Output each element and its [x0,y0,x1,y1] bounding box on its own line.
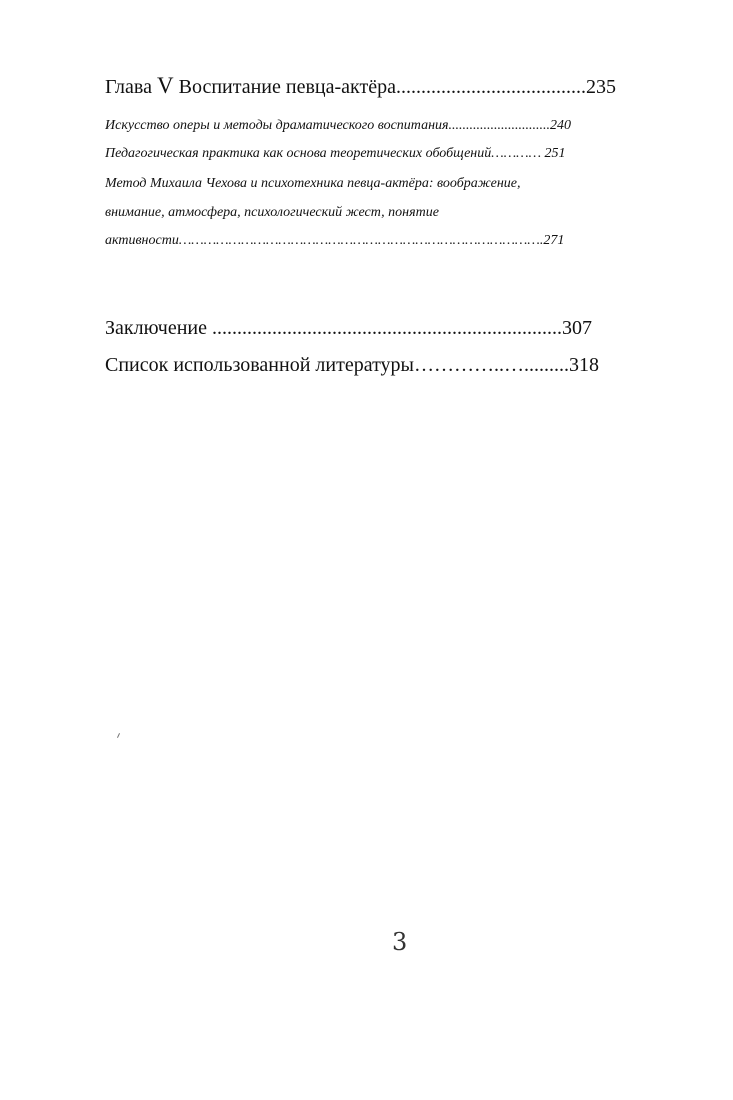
scan-speck [117,733,120,738]
toc-subsection: Педагогическая практика как основа теоретических обобщений………… 251 [105,146,566,161]
toc-entry-conclusion: Заключение ......................................................................307 [105,317,592,339]
chapter-title: Воспитание певца-актёра......................................235 [173,76,616,98]
toc-entry-bibliography: Список использованной литературы…………..….........318 [105,354,599,376]
toc-subsection: Искусство оперы и методы драматического воспитания.............................240 [105,118,572,133]
toc-chapter-5 [105,74,683,99]
toc-subsection: активности…………………………………………………………………………….271 [105,233,565,248]
chapter-prefix: Глава [105,76,157,98]
toc-subsection: внимание, атмосфера, психологический жест, понятие [105,205,439,220]
chapter-roman-numeral: V [156,74,174,98]
toc-subsection: Метод Михаила Чехова и психотехника певца-актёра: воображение, [105,176,521,191]
page-number: 3 [392,928,408,956]
